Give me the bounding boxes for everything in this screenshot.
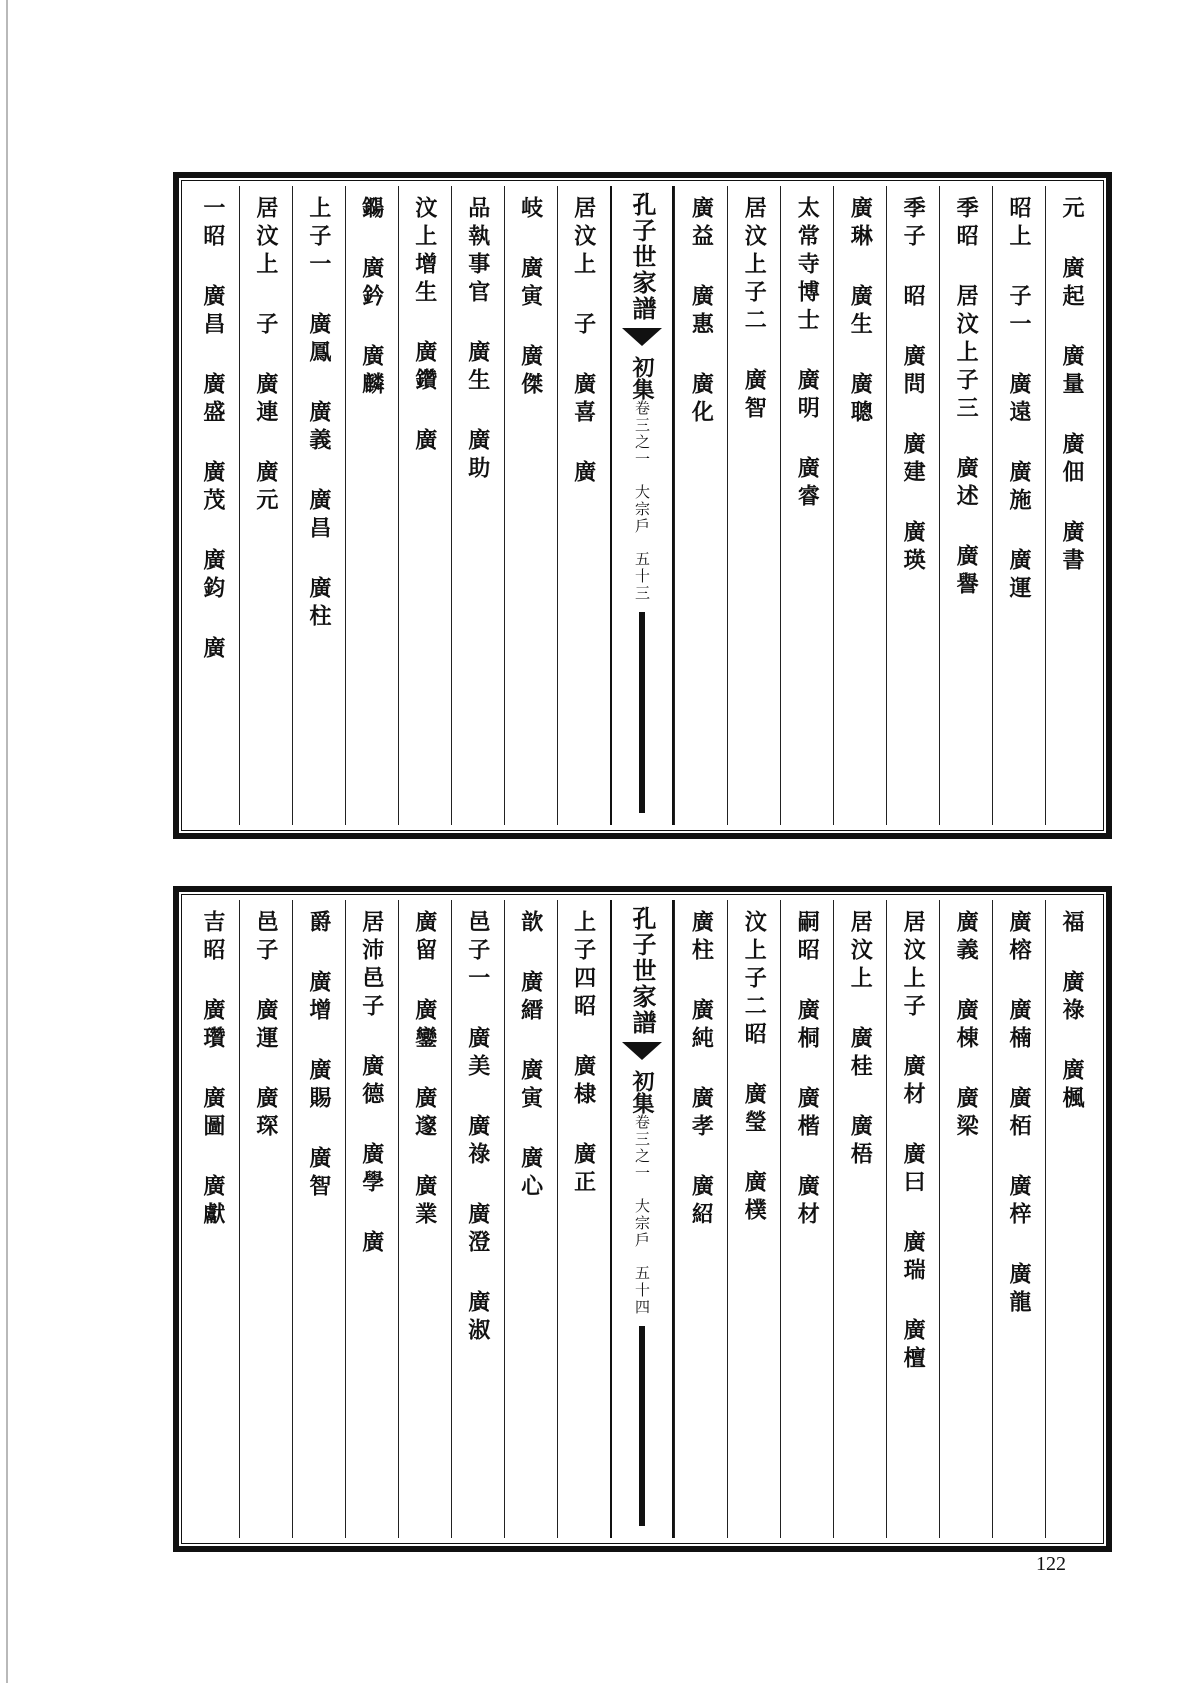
entry-column: 廣柱 廣純 廣孝 廣紹 xyxy=(674,900,727,1538)
entry-column: 爵 廣增 廣賜 廣智 xyxy=(292,900,345,1538)
folio-number: 五十四 xyxy=(632,1265,651,1316)
fish-tail-mark xyxy=(620,1042,664,1064)
entry-column: 嗣昭 廣桐 廣楷 廣材 xyxy=(780,900,833,1538)
entry-column: 上子四昭 廣棣 廣正 xyxy=(557,900,610,1538)
scan-edge-line xyxy=(6,0,8,1683)
entry-column: 季昭 居汶上子三 廣述 廣譽 xyxy=(939,186,992,825)
column-grid xyxy=(187,186,1098,825)
entry-column: 品執事官 廣生 廣助 xyxy=(451,186,504,825)
running-title: 孔子世家譜 xyxy=(627,192,657,322)
entry-column: 吉昭 廣瓚 廣圖 廣獻 xyxy=(199,910,226,1230)
entry-column: 廣琳 廣生 廣聰 xyxy=(833,186,886,825)
center-fold-column xyxy=(610,186,675,825)
entry-column: 鐊 廣鈐 廣麟 xyxy=(345,186,398,825)
entry-column: 汶上增生 廣鑽 廣 xyxy=(398,186,451,825)
entry-column: 一昭 廣昌 廣盛 廣茂 廣鈞 廣 xyxy=(199,196,226,664)
folio-number: 五十三 xyxy=(632,551,651,602)
fish-tail-mark xyxy=(620,328,664,350)
branch-label: 大宗戶 xyxy=(632,484,651,535)
entry-column: 元 廣起 廣量 廣佃 廣書 xyxy=(1045,186,1098,825)
entry-column: 歆 廣縉 廣寅 廣心 xyxy=(504,900,557,1538)
entry-column: 居汶上 廣桂 廣梧 xyxy=(833,900,886,1538)
entry-column: 居汶上 子 廣連 廣元 xyxy=(239,186,292,825)
column-grid xyxy=(187,900,1098,1538)
genealogy-panel-top xyxy=(173,172,1112,839)
entry-column: 岐 廣寅 廣傑 xyxy=(504,186,557,825)
entry-column: 昭上 子一 廣遠 廣施 廣運 xyxy=(992,186,1045,825)
entry-column: 季子 昭 廣問 廣建 廣瑛 xyxy=(886,186,939,825)
entry-column: 邑子一 廣美 廣祿 廣澄 廣淑 xyxy=(451,900,504,1538)
collection-label: 初集 xyxy=(628,356,655,400)
fold-rule xyxy=(639,612,645,813)
entry-column: 居汶上子 廣材 廣曰 廣瑞 廣檀 xyxy=(886,900,939,1538)
entry-column: 太常寺博士 廣明 廣睿 xyxy=(780,186,833,825)
entry-column: 廣榕 廣楠 廣栢 廣梓 廣龍 xyxy=(992,900,1045,1538)
page-number: 122 xyxy=(1036,1553,1066,1575)
entry-column: 居汶上子二 廣智 xyxy=(727,186,780,825)
entry-column: 廣義 廣棟 廣梁 xyxy=(939,900,992,1538)
fold-rule xyxy=(639,1326,645,1526)
running-title: 孔子世家譜 xyxy=(627,906,657,1036)
entry-column: 汶上子二昭 廣瑩 廣樸 xyxy=(727,900,780,1538)
center-fold-column xyxy=(610,900,675,1538)
entry-column: 廣益 廣惠 廣化 xyxy=(674,186,727,825)
branch-label: 大宗戶 xyxy=(632,1198,651,1249)
entry-column: 居沛邑子 廣德 廣學 廣 xyxy=(345,900,398,1538)
volume-label: 卷三之一 xyxy=(632,400,651,468)
volume-label: 卷三之一 xyxy=(632,1114,651,1182)
entry-column: 廣留 廣鑾 廣邃 廣業 xyxy=(398,900,451,1538)
entry-column: 居汶上 子 廣喜 廣 xyxy=(557,186,610,825)
collection-label: 初集 xyxy=(628,1070,655,1114)
entry-column: 邑子 廣運 廣琛 xyxy=(239,900,292,1538)
entry-column: 福 廣祿 廣楓 xyxy=(1045,900,1098,1538)
entry-column: 上子一 廣鳳 廣義 廣昌 廣柱 xyxy=(292,186,345,825)
genealogy-panel-bottom xyxy=(173,886,1112,1552)
